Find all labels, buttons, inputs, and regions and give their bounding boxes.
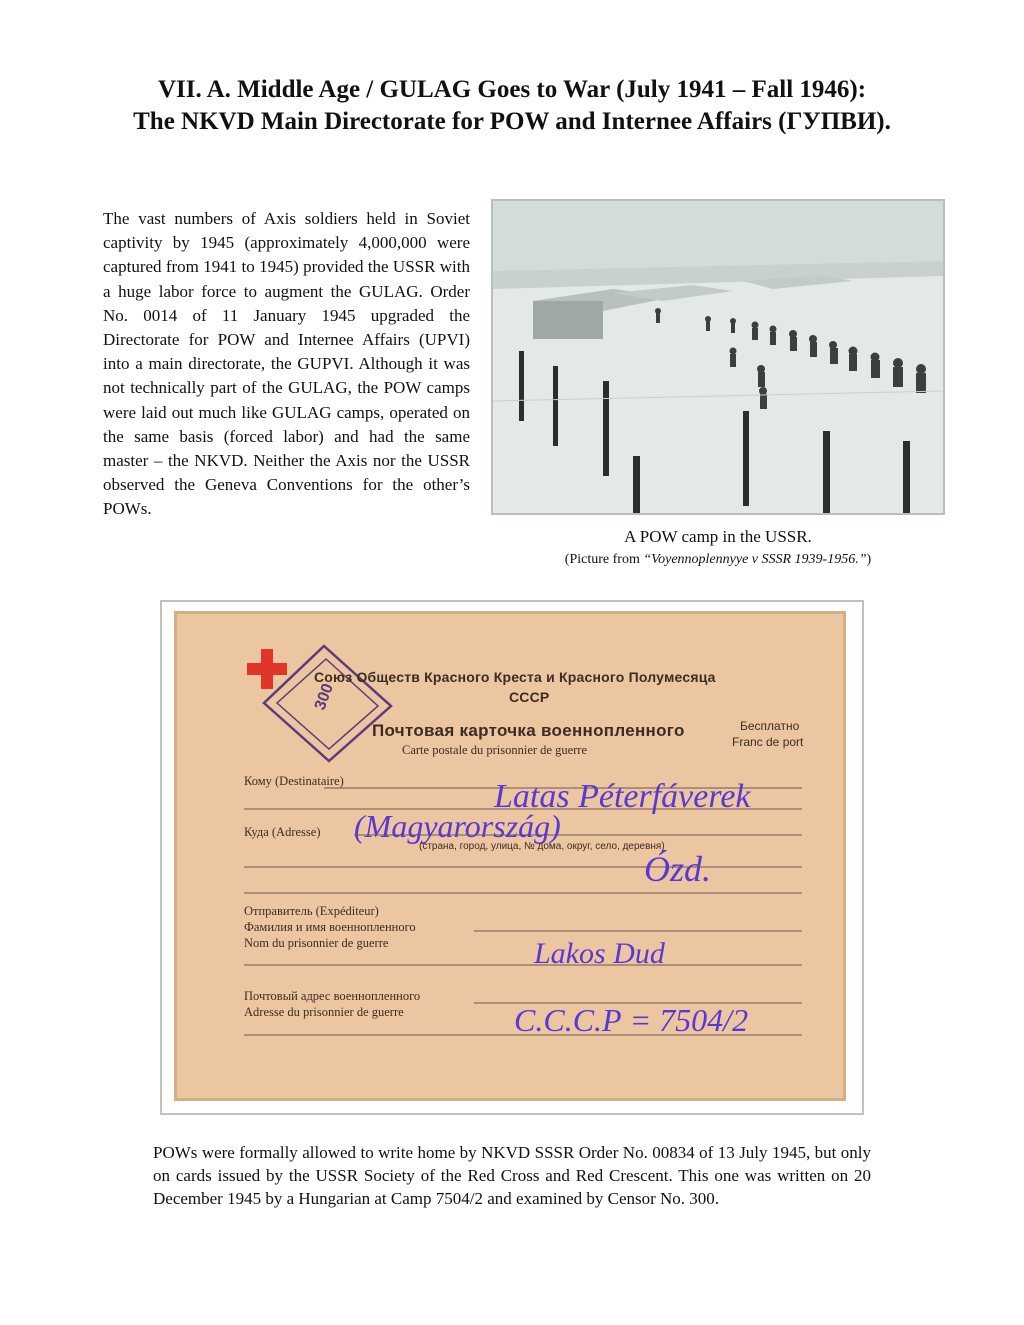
handwritten-address: С.С.С.Р = 7504/2: [514, 1002, 749, 1038]
free-postage-ru: Бесплатно: [740, 719, 800, 733]
name-label-fr: Nom du prisonnier de guerre: [244, 936, 389, 950]
handwritten-town: Ózd.: [644, 849, 712, 889]
society-country: СССР: [509, 689, 550, 705]
where-label: Куда (Adresse): [244, 825, 321, 839]
address-hint: (страна, город, улица, № дома, округ, село, деревня): [419, 841, 665, 852]
title-line-2: The NKVD Main Directorate for POW and Internee Affairs (ГУПВИ).: [133, 108, 891, 135]
sender-label: Отправитель (Expéditeur): [244, 904, 379, 918]
photo-credit-prefix: (Picture from: [564, 552, 644, 567]
photo-credit-suffix: ): [866, 552, 872, 567]
name-label-ru: Фамилия и имя военнопленного: [244, 920, 416, 934]
handwritten-country: (Magyarország): [354, 808, 561, 844]
society-name: Союз Обществ Красного Креста и Красного Полумесяца: [314, 669, 716, 685]
handwritten-sender: Lakos Dud: [534, 937, 665, 970]
handwritten-recipient: Latas Péterfáverek: [494, 778, 751, 815]
photo-caption: A POW camp in the USSR.: [624, 527, 812, 546]
postal-label-fr: Adresse du prisonnier de guerre: [244, 1005, 404, 1019]
card-heading-ru: Почтовая карточка военнопленного: [372, 721, 685, 740]
postcard-description: POWs were formally allowed to write home by NKVD SSSR Order No. 00834 of 13 July 1945, but only on cards issued by the USSR Society of the Red Cross and Red Crescent. This one was written on 20 December 1945 by a Hungarian at Camp 7504/2 and examined by Censor No. 300.: [153, 1143, 871, 1208]
pow-camp-photo-drawing: [493, 201, 943, 513]
title-line-1: VII. A. Middle Age / GULAG Goes to War (July 1941 – Fall 1946):: [157, 76, 867, 103]
postcard-image: [174, 611, 846, 1101]
card-heading-fr: Carte postale du prisonnier de guerre: [402, 743, 588, 757]
censor-number: 300: [311, 681, 337, 713]
pow-camp-photo: [491, 199, 945, 515]
pow-postcard: [160, 600, 864, 1115]
intro-paragraph: The vast numbers of Axis soldiers held in Soviet captivity by 1945 (approximately 4,000,000 were captured from 1941 to 1945) provided the USSR with a huge labor force to augment the GULAG. Order No. 0014 of 11 January 1945 upgraded the Directorate for POW and Internee Affairs (UPVI) into a main directorate, the GUPVI. Although it was not technically part of the GULAG, the POW camps were laid out much like GULAG camps, operated on the same basis (forced labor) and had the same master – the NKVD. Neither the Axis nor the USSR observed the Geneva Conventions for the other’s POWs.: [103, 209, 470, 519]
page-title: [60, 74, 964, 138]
to-label: Кому (Destinataire): [244, 774, 344, 788]
photo-credit-title: “Voyennoplennyye v SSSR 1939-1956.”: [643, 552, 867, 567]
postal-label-ru: Почтовый адрес военнопленного: [244, 989, 421, 1003]
free-postage-fr: Franc de port: [732, 735, 804, 749]
photo-credit: [491, 550, 945, 570]
